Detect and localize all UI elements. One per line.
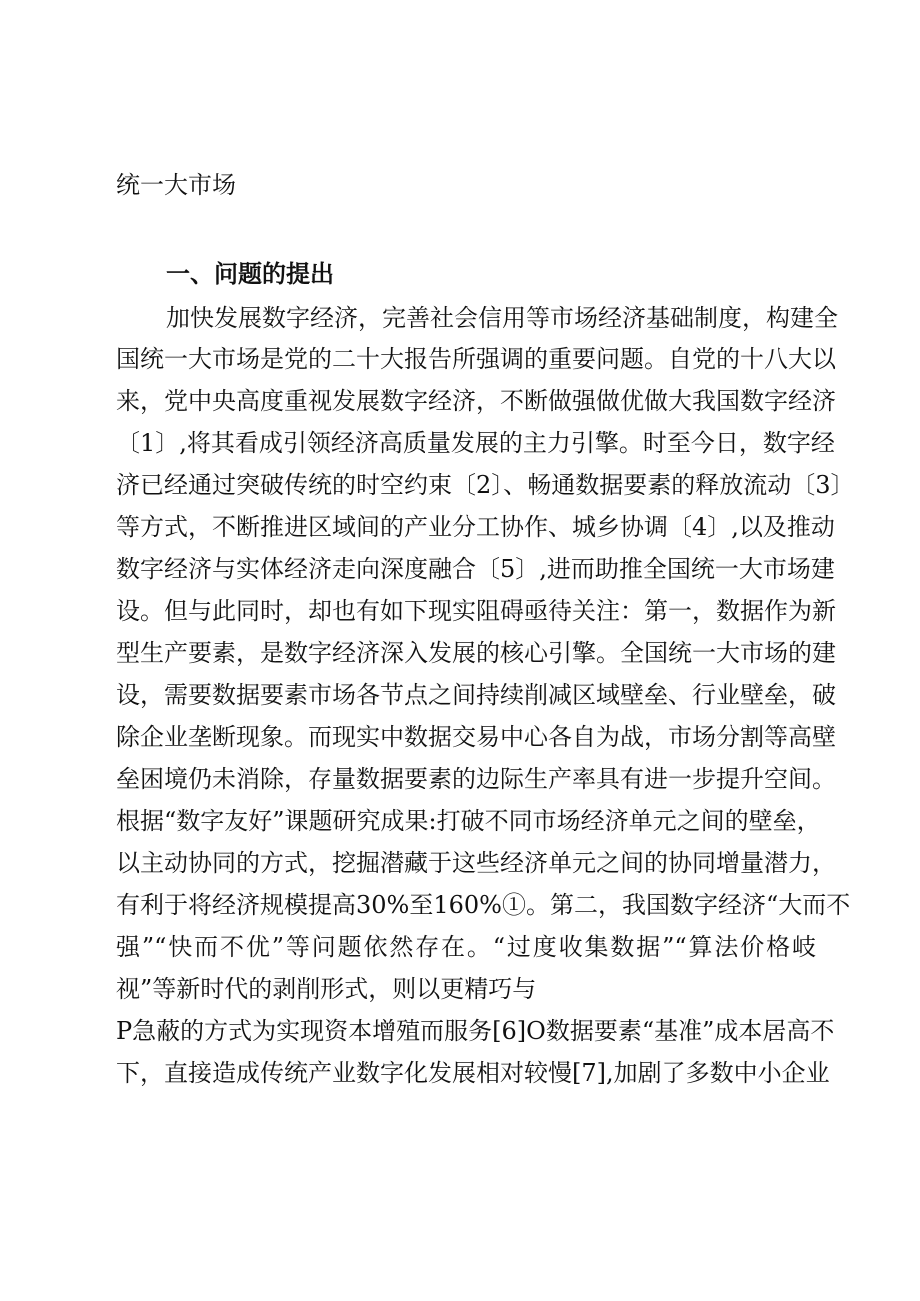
paragraph-line: 来，党中央高度重视发展数字经济，不断做强做优做大我国数字经济 (116, 387, 836, 415)
paragraph-line: 除企业垄断现象。而现实中数据交易中心各自为战，市场分割等高壁 (116, 723, 836, 751)
paragraph-line: 根据“数字友好”课题研究成果:打破不同市场经济单元之间的壁垒， (116, 807, 821, 835)
paragraph-line: 等方式，不断推进区域间的产业分工协作、城乡协调〔4〕,以及推动 (116, 513, 835, 541)
paragraph-line: 下，直接造成传统产业数字化发展相对较慢[7],加剧了多数中小企业 (116, 1059, 830, 1087)
paragraph-line: 加快发展数字经济，完善社会信用等市场经济基础制度，构建全 (166, 304, 838, 332)
paragraph-line: 济已经通过突破传统的时空约束〔2〕、畅通数据要素的释放流动〔3〕 (116, 471, 855, 499)
fragment-line: 统一大市场 (116, 171, 236, 199)
paragraph-line: 设，需要数据要素市场各节点之间持续削减区域壁垒、行业壁垒，破 (116, 681, 836, 709)
paragraph-line: 数字经济与实体经济走向深度融合〔5〕,进而助推全国统一大市场建 (116, 555, 835, 583)
paragraph-line: 国统一大市场是党的二十大报告所强调的重要问题。自党的十八大以 (116, 345, 836, 373)
section-heading: 一、问题的提出 (166, 260, 334, 288)
paragraph-line: 型生产要素，是数字经济深入发展的核心引擎。全国统一大市场的建 (116, 639, 836, 667)
paragraph-line: 设。但与此同时，却也有如下现实阻碍亟待关注：第一，数据作为新 (116, 597, 836, 625)
paragraph-line: 〔1〕,将其看成引领经济高质量发展的主力引擎。时至今日，数字经 (116, 429, 835, 457)
paragraph-line: 视”等新时代的剥削形式，则以更精巧与 (116, 975, 537, 1003)
paragraph-line: 以主动协同的方式，挖掘潜藏于这些经济单元之间的协同增量潜力， (116, 849, 836, 877)
paragraph-line: P急蔽的方式为实现资本增殖而服务[6]O数据要素“基准”成本居高不 (116, 1017, 835, 1045)
paragraph-line: 有利于将经济规模提高30%至160%①。第二，我国数字经济“大而不 (116, 891, 851, 919)
paragraph-line: 垒困境仍未消除，存量数据要素的边际生产率具有进一步提升空间。 (116, 765, 836, 793)
paragraph-line: 强”“快而不优”等问题依然存在。“过度收集数据”“算法价格岐 (116, 933, 816, 961)
